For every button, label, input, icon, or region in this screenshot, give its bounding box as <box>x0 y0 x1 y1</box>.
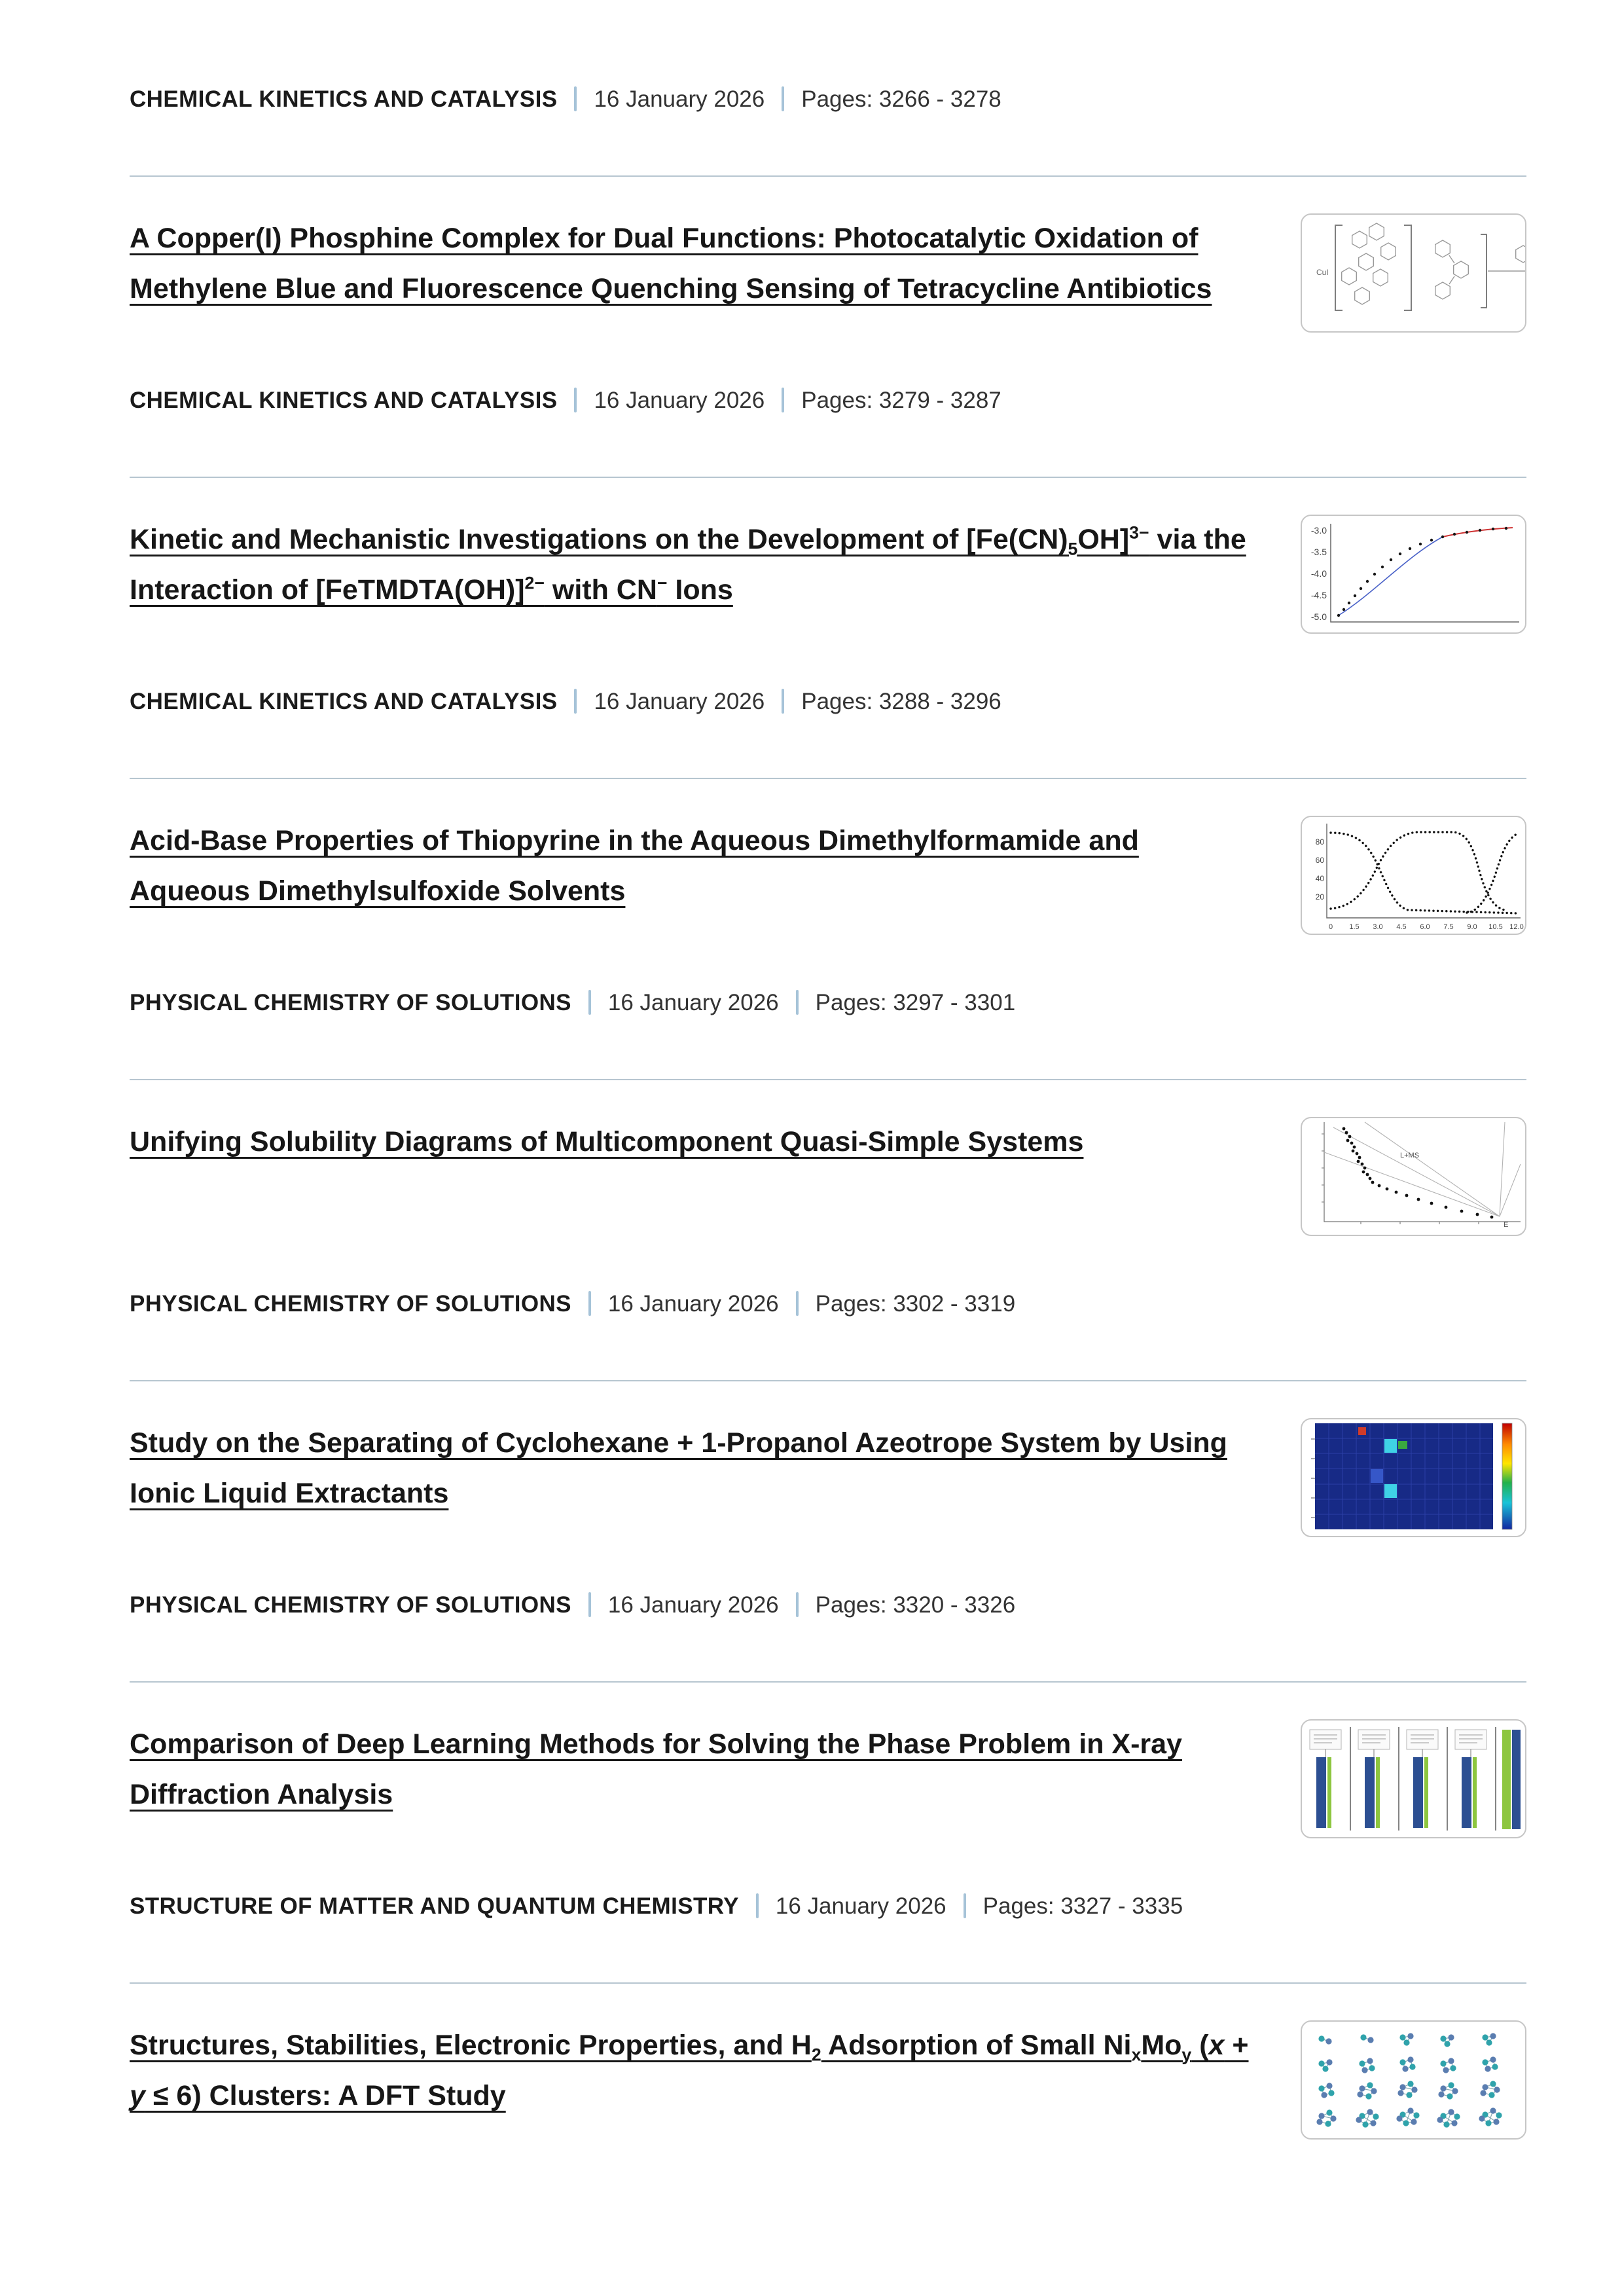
article-date: 16 January 2026 <box>775 1893 946 1919</box>
svg-text:80: 80 <box>1315 837 1324 847</box>
solubility-diagram-illustration <box>1302 1118 1525 1235</box>
article-section-label: STRUCTURE OF MATTER AND QUANTUM CHEMISTRY <box>130 1893 739 1919</box>
article-date: 16 January 2026 <box>594 388 765 413</box>
article-title-row <box>130 1418 1526 1537</box>
article-item <box>130 515 1526 718</box>
svg-text:40: 40 <box>1315 874 1324 883</box>
article-meta <box>130 686 1526 718</box>
svg-text:3.0: 3.0 <box>1373 923 1383 931</box>
distribution-curves-illustration <box>1302 817 1525 934</box>
article-pages: Pages: 3302 - 3319 <box>815 1291 1016 1317</box>
axes <box>1324 1122 1521 1222</box>
article-title-row <box>130 1117 1526 1236</box>
article-item <box>130 2020 1526 2140</box>
separator-bar <box>574 689 577 714</box>
section-divider <box>130 1681 1526 1683</box>
article-section-label: PHYSICAL CHEMISTRY OF SOLUTIONS <box>130 990 571 1015</box>
svg-text:7.5: 7.5 <box>1443 923 1454 931</box>
section-divider <box>130 778 1526 779</box>
chemical-structure-illustration <box>1302 215 1525 331</box>
svg-text:0: 0 <box>1328 923 1333 931</box>
article-date: 16 January 2026 <box>594 689 765 714</box>
separator-bar <box>588 1291 591 1316</box>
axes <box>1331 524 1519 622</box>
article-item <box>130 1117 1526 1320</box>
section-divider <box>130 1079 1526 1080</box>
network-architecture-illustration <box>1302 1721 1525 1837</box>
separator-bar <box>756 1893 759 1918</box>
article-meta <box>130 987 1526 1019</box>
article-date: 16 January 2026 <box>607 1291 779 1317</box>
article-meta <box>130 1891 1526 1922</box>
article-date: 16 January 2026 <box>607 1592 779 1618</box>
heatmap-illustration <box>1302 1419 1525 1536</box>
separator-bar <box>782 86 784 111</box>
article-title-row <box>130 515 1526 634</box>
svg-text:4.5: 4.5 <box>1396 923 1407 931</box>
article-item <box>130 84 1526 115</box>
article-thumbnail[interactable] <box>1301 1719 1526 1838</box>
svg-text:60: 60 <box>1315 856 1324 865</box>
separator-bar <box>964 1893 966 1918</box>
svg-text:6.0: 6.0 <box>1420 923 1430 931</box>
colorbar <box>1502 1423 1512 1529</box>
article-section-label: CHEMICAL KINETICS AND CATALYSIS <box>130 388 558 413</box>
svg-text:9.0: 9.0 <box>1467 923 1477 931</box>
separator-bar <box>796 1592 799 1617</box>
section-divider <box>130 1380 1526 1381</box>
y-axis-tick-labels <box>1316 837 1325 902</box>
article-title-row <box>130 213 1526 333</box>
article-item <box>130 1418 1526 1621</box>
cluster-grid <box>1316 2033 1502 2127</box>
article-meta <box>130 1590 1526 1621</box>
eutectic-point-label: E <box>1504 1221 1509 1229</box>
article-pages: Pages: 3320 - 3326 <box>815 1592 1016 1618</box>
separator-bar <box>588 990 591 1015</box>
article-pages: Pages: 3288 - 3296 <box>801 689 1001 714</box>
article-pages: Pages: 3279 - 3287 <box>801 388 1001 413</box>
svg-text:-4.0: -4.0 <box>1310 568 1327 579</box>
network-blocks <box>1310 1727 1521 1831</box>
separator-bar <box>782 388 784 412</box>
article-title-link[interactable]: Acid-Base Properties of Thiopyrine in the Aqueous Dimethylformamide and Aqueous Dimethylsulfoxide Solvents <box>130 825 1139 907</box>
article-meta <box>130 1288 1526 1320</box>
article-section-label: PHYSICAL CHEMISTRY OF SOLUTIONS <box>130 1592 571 1618</box>
phenyl-rings <box>1342 223 1525 304</box>
axis-ticks <box>1311 1439 1315 1518</box>
article-title-link[interactable]: Kinetic and Mechanistic Investigations on the Development of $[Fe(CN)_5OH]^{3-}$ via the Interaction of [FeTMDTA(OH)]$^{2-}$ with CN− Ions <box>130 522 1246 606</box>
article-title-link[interactable]: Unifying Solubility Diagrams of Multicomponent Quasi-Simple Systems <box>130 1126 1084 1157</box>
article-item <box>130 213 1526 416</box>
kinetic-curve-illustration <box>1302 516 1525 632</box>
article-thumbnail[interactable] <box>1301 213 1526 333</box>
axis-ticks <box>1322 1134 1479 1224</box>
article-item <box>130 1719 1526 1922</box>
article-date: 16 January 2026 <box>607 990 779 1015</box>
cluster-structures-illustration <box>1302 2022 1525 2138</box>
separator-bar <box>574 86 577 111</box>
svg-text:10.5: 10.5 <box>1488 923 1503 931</box>
fit-line-blue <box>1339 537 1443 615</box>
article-pages: Pages: 3266 - 3278 <box>801 86 1001 112</box>
x-axis-tick-labels <box>1329 923 1524 931</box>
article-section-label: CHEMICAL KINETICS AND CATALYSIS <box>130 86 558 112</box>
separator-bar <box>588 1592 591 1617</box>
article-meta <box>130 385 1526 416</box>
article-title-row <box>130 2020 1526 2140</box>
section-divider <box>130 1982 1526 1984</box>
article-title-link[interactable]: Study on the Separating of Cyclohexane + 1-Propanol Azeotrope System by Using Ionic Liquid Extractants <box>130 1427 1227 1509</box>
separator-bar <box>796 1291 799 1316</box>
article-thumbnail[interactable] <box>1301 515 1526 634</box>
svg-text:1.5: 1.5 <box>1349 923 1360 931</box>
svg-text:12.0: 12.0 <box>1509 923 1524 931</box>
article-section-label: CHEMICAL KINETICS AND CATALYSIS <box>130 689 558 714</box>
article-thumbnail[interactable] <box>1301 1117 1526 1236</box>
separator-bar <box>796 990 799 1015</box>
section-divider <box>130 175 1526 177</box>
dotted-curves <box>1331 832 1518 913</box>
separator-bar <box>574 388 577 412</box>
svg-text:-4.5: -4.5 <box>1310 590 1327 600</box>
article-thumbnail[interactable] <box>1301 816 1526 935</box>
article-title-link[interactable]: A Copper(I) Phosphine Complex for Dual Functions: Photocatalytic Oxidation of Methylene Blue and Fluorescence Quenching Sensing of Tetracycline Antibiotics <box>130 223 1212 304</box>
article-thumbnail[interactable] <box>1301 2020 1526 2140</box>
svg-text:20: 20 <box>1315 892 1324 902</box>
article-item <box>130 816 1526 1019</box>
article-pages: Pages: 3297 - 3301 <box>815 990 1016 1015</box>
article-section-label: PHYSICAL CHEMISTRY OF SOLUTIONS <box>130 1291 571 1317</box>
separator-bar <box>782 689 784 714</box>
phase-region-label: L+MS <box>1400 1152 1420 1159</box>
fit-line-red <box>1443 528 1513 537</box>
phase-boundary-lines <box>1324 1122 1521 1216</box>
data-points <box>1337 527 1507 617</box>
article-title-link[interactable]: Structures, Stabilities, Electronic Properties, and $H_2$ Adsorption of Small $Ni_xMo_y$ (x + y ≤ 6) Clusters: A DFT Study <box>130 2030 1249 2111</box>
svg-text:-3.5: -3.5 <box>1310 547 1327 557</box>
svg-text:-3.0: -3.0 <box>1310 525 1327 536</box>
article-title-link[interactable]: Comparison of Deep Learning Methods for Solving the Phase Problem in X-ray Diffraction Analysis <box>130 1728 1182 1810</box>
article-title-row <box>130 1719 1526 1838</box>
y-axis-tick-labels <box>1311 525 1327 622</box>
section-divider <box>130 477 1526 478</box>
article-meta <box>130 84 1526 115</box>
bracket-shapes <box>1335 225 1487 310</box>
article-title-row <box>130 816 1526 935</box>
article-pages: Pages: 3327 - 3335 <box>982 1893 1183 1919</box>
svg-text:-5.0: -5.0 <box>1310 611 1327 622</box>
article-thumbnail[interactable] <box>1301 1418 1526 1537</box>
article-date: 16 January 2026 <box>594 86 765 112</box>
structure-metal-label: CuI <box>1316 268 1329 277</box>
